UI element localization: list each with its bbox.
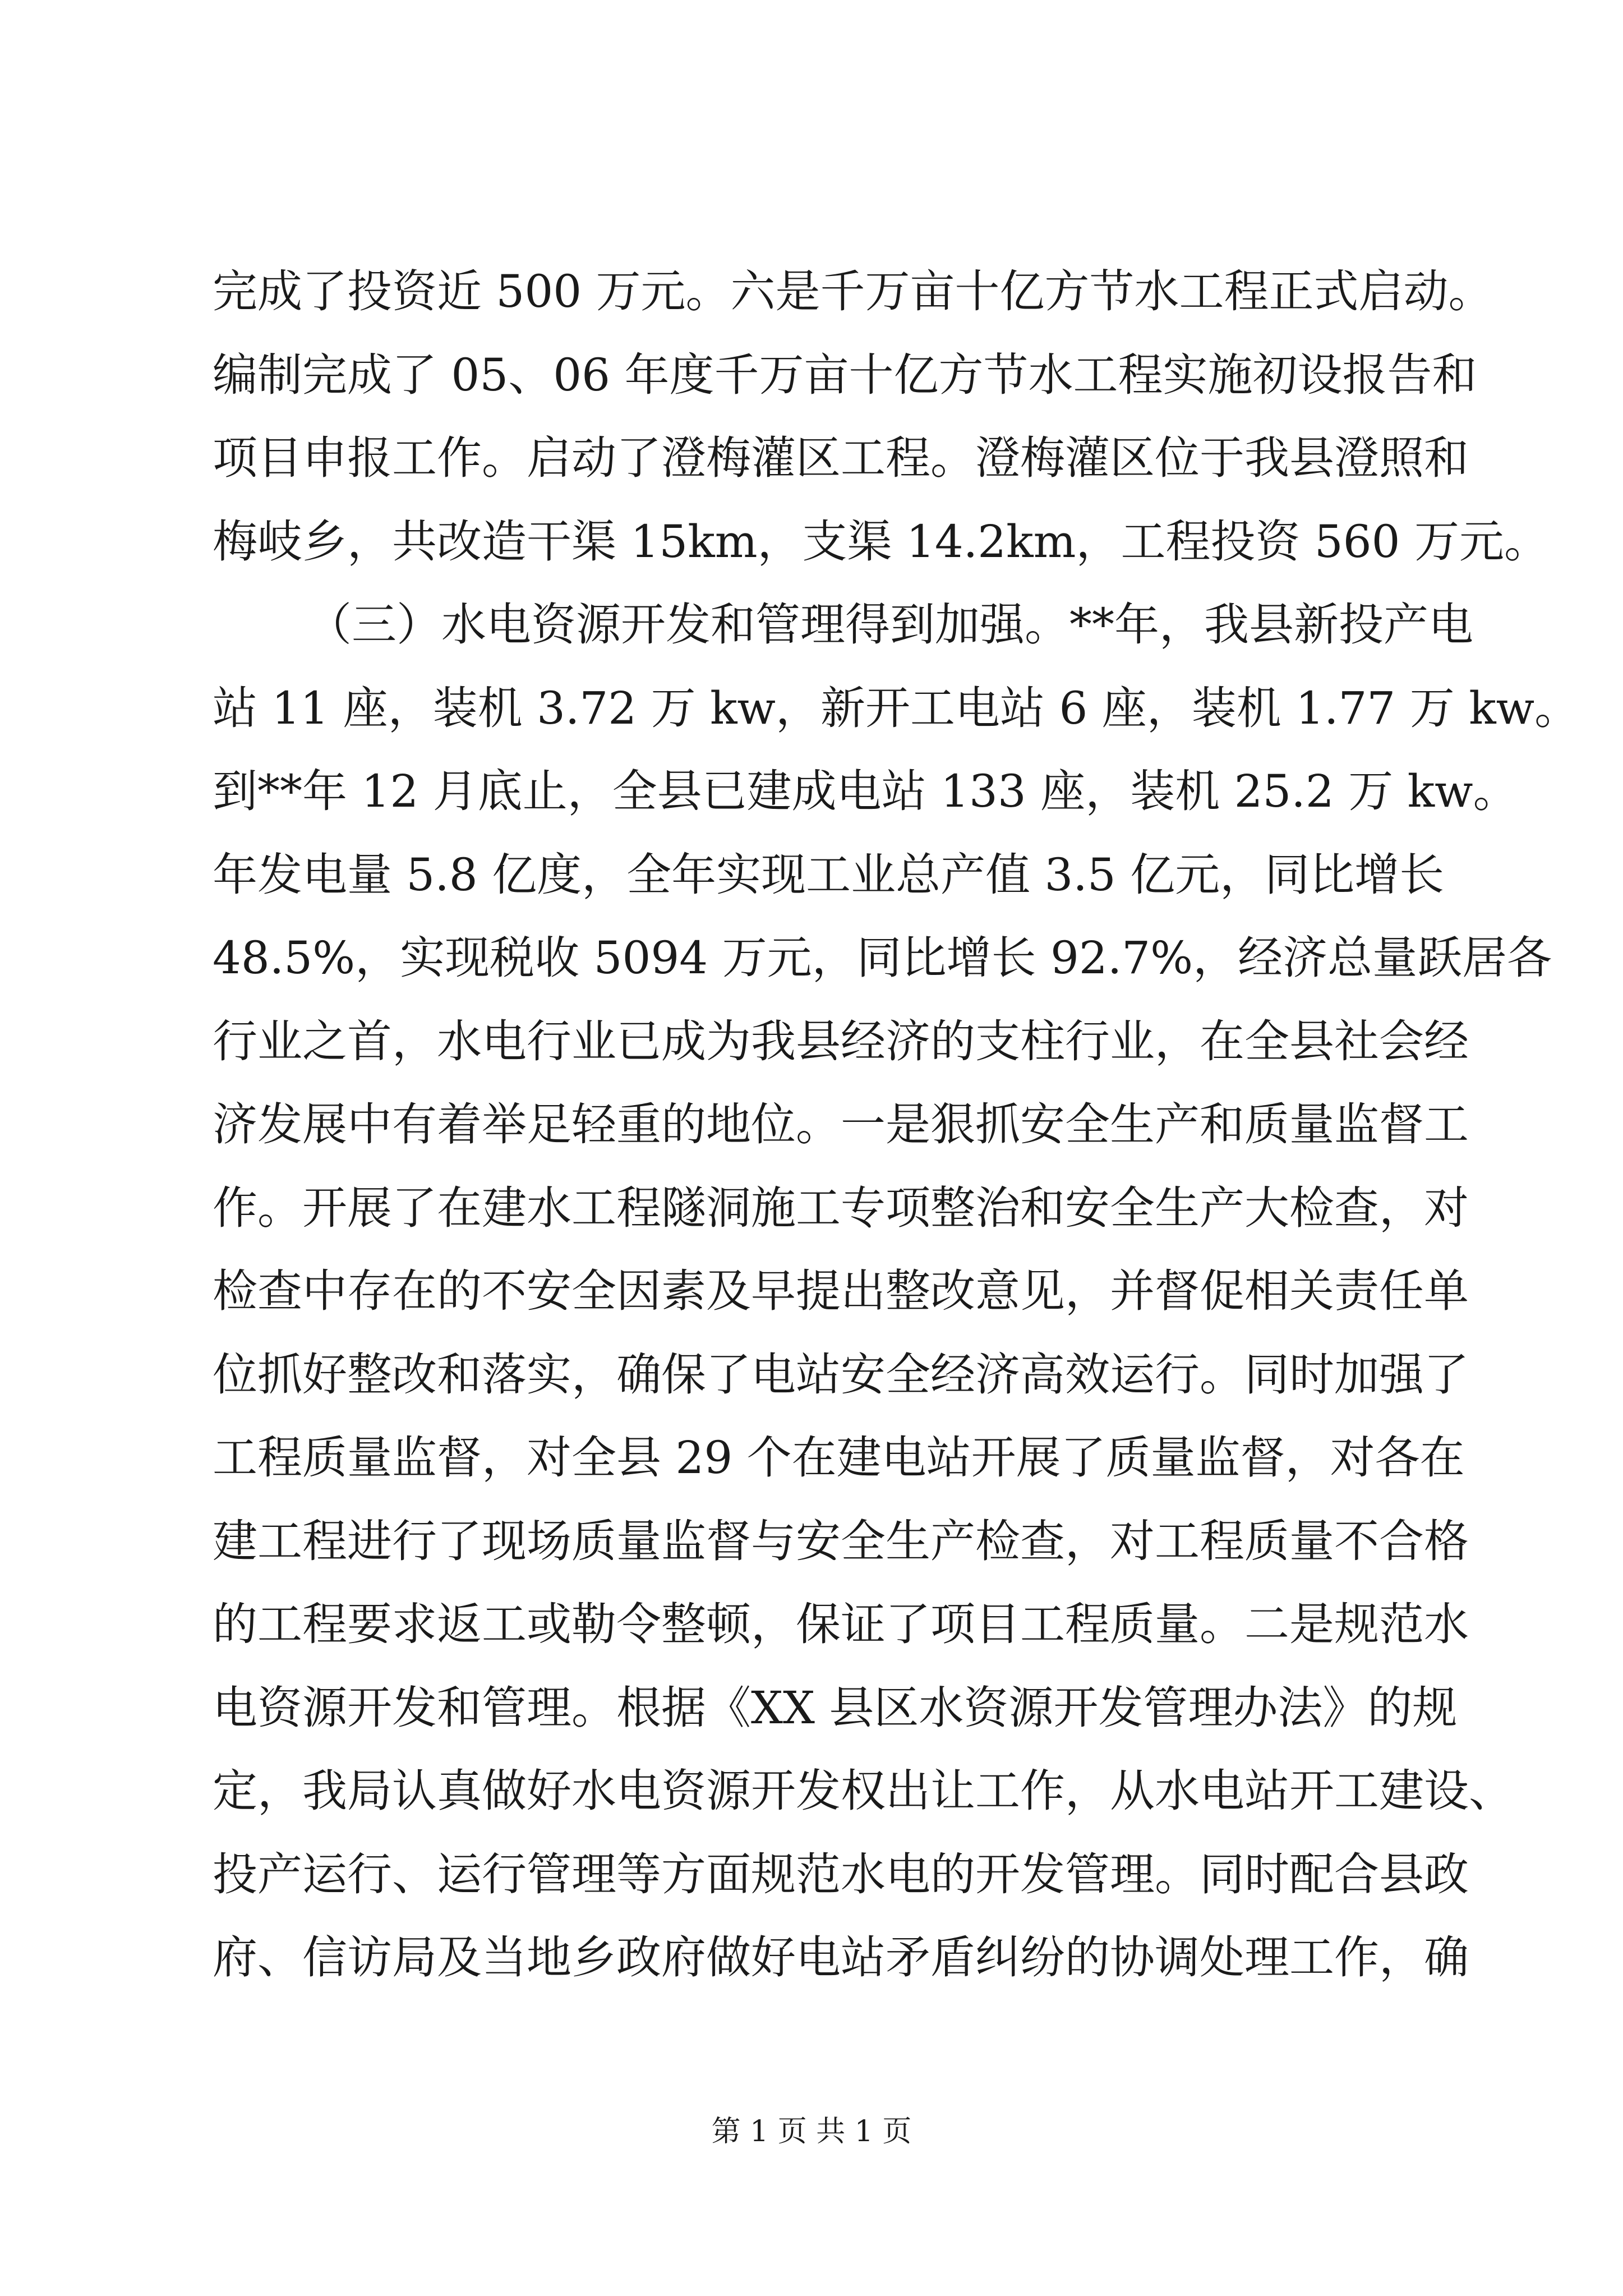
text-line: 建工程进行了现场质量监督与安全生产检查，对工程质量不合格 [213, 1515, 1469, 1567]
text-line: 站 11 座，装机 3.72 万 kw，新开工电站 6 座，装机 1.77 万 kw。 [213, 682, 1580, 734]
text-line: 府、信访局及当地乡政府做好电站矛盾纠纷的协调处理工作，确 [213, 1931, 1469, 1984]
text-line: 检查中存在的不安全因素及早提出整改意见，并督促相关责任单 [213, 1265, 1469, 1317]
text-line: 定，我局认真做好水电资源开发权出让工作，从水电站开工建设、 [213, 1765, 1514, 1817]
text-line: 完成了投资近 500 万元。六是千万亩十亿方节水工程正式启动。 [213, 265, 1493, 318]
text-line: 到**年 12 月底止，全县已建成电站 133 座，装机 25.2 万 kw。 [213, 765, 1518, 817]
text-line: 编制完成了 05、06 年度千万亩十亿方节水工程实施初设报告和 [213, 349, 1477, 401]
text-line: 年发电量 5.8 亿度，全年实现工业总产值 3.5 亿元，同比增长 [213, 849, 1445, 901]
text-line: 作。开展了在建水工程隧洞施工专项整治和安全生产大检查，对 [213, 1182, 1469, 1234]
text-line: 梅岐乡，共改造干渠 15km，支渠 14.2km，工程投资 560 万元。 [213, 516, 1550, 568]
page-footer: 第 1 页 共 1 页 [711, 2115, 912, 2148]
text-line: 投产运行、运行管理等方面规范水电的开发管理。同时配合县政 [213, 1848, 1469, 1901]
paragraph-start-line: （三）水电资源开发和管理得到加强。**年，我县新投产电 [307, 599, 1473, 651]
text-line: 济发展中有着举足轻重的地位。一是狠抓安全生产和质量监督工 [213, 1098, 1469, 1151]
text-line: 位抓好整改和落实，确保了电站安全经济高效运行。同时加强了 [213, 1349, 1469, 1401]
text-line: 48.5%，实现税收 5094 万元，同比增长 92.7%，经济总量跃居各 [213, 932, 1552, 984]
text-line: 工程质量监督，对全县 29 个在建电站开展了质量监督，对各在 [213, 1432, 1465, 1484]
text-line: 行业之首，水电行业已成为我县经济的支柱行业，在全县社会经 [213, 1015, 1469, 1068]
text-line: 项目申报工作。启动了澄梅灌区工程。澄梅灌区位于我县澄照和 [213, 432, 1469, 484]
text-line: 的工程要求返工或勒令整顿，保证了项目工程质量。二是规范水 [213, 1598, 1469, 1650]
text-line: 电资源开发和管理。根据《XX 县区水资源开发管理办法》的规 [213, 1682, 1458, 1734]
